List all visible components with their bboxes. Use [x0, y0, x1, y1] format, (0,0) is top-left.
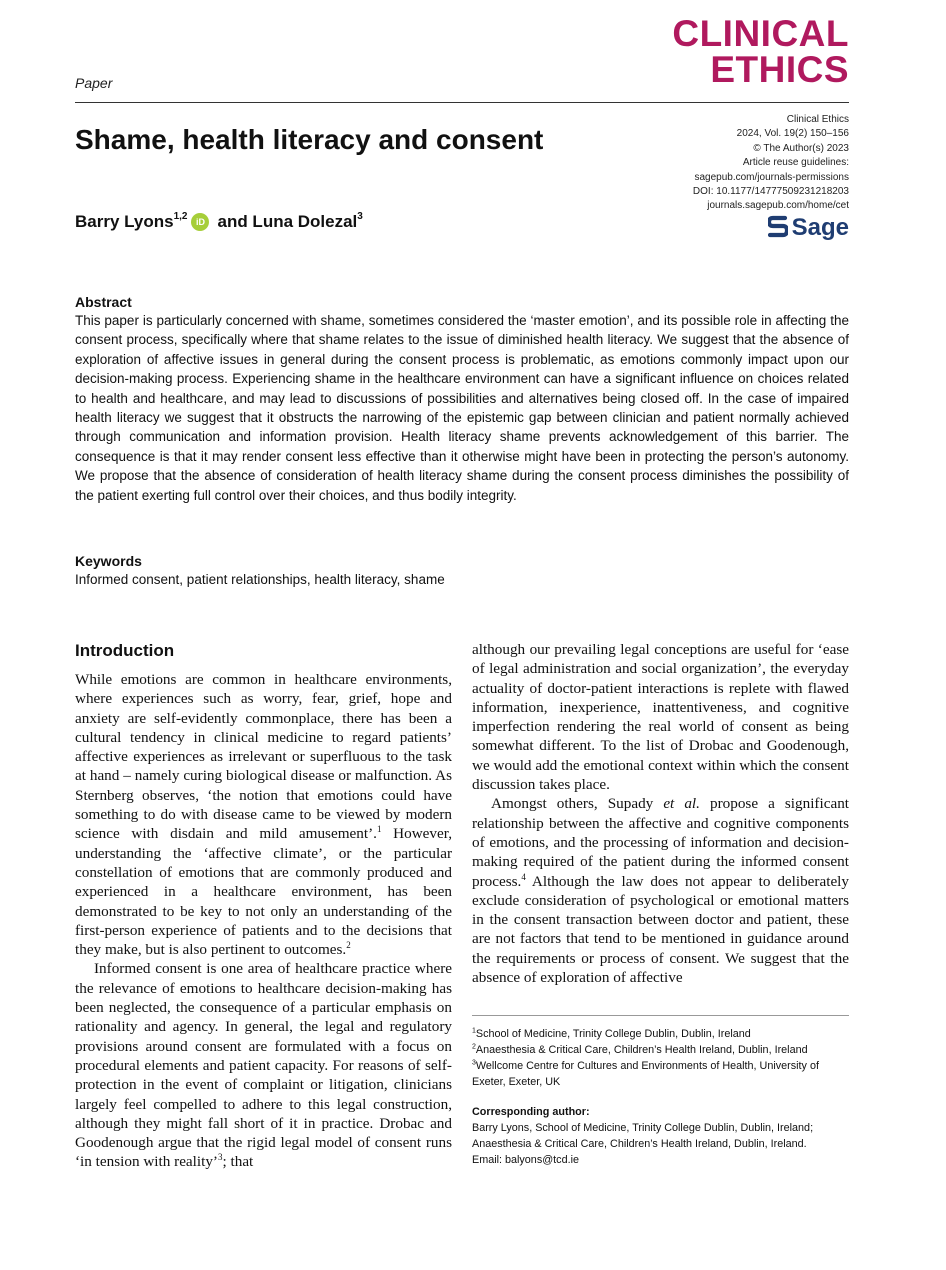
meta-volume: 2024, Vol. 19(2) 150–156: [736, 128, 849, 140]
sage-s-icon: [768, 215, 788, 241]
author-line: [75, 212, 363, 232]
orcid-icon[interactable]: iD: [191, 213, 209, 231]
meta-journal: Clinical Ethics: [786, 114, 849, 125]
author-affiliation-sup: 1,2: [173, 210, 188, 222]
journal-logo-line2: ETHICS: [710, 49, 849, 90]
corresponding-author-email[interactable]: Email: balyons@tcd.ie: [472, 1154, 579, 1166]
header-rule: [75, 102, 849, 103]
journal-logo[interactable]: [672, 13, 849, 90]
meta-permissions-link[interactable]: sagepub.com/journals-permissions: [694, 171, 849, 183]
meta-homepage-link[interactable]: journals.sagepub.com/home/cet: [707, 200, 849, 212]
keywords-heading: Keywords: [75, 553, 142, 569]
abstract: [75, 293, 849, 505]
intro-heading: Introduction: [75, 641, 175, 660]
body-column-right: [472, 640, 849, 987]
corresponding-author-heading: Corresponding author:: [472, 1106, 590, 1118]
coauthor-name: and Luna Dolezal: [217, 212, 358, 231]
meta-copyright: © The Author(s) 2023: [753, 142, 849, 154]
intro-paragraph-2: Informed consent is one area of healthcare practice where the relevance of emotions to healthcare decision-making has been neglected, the consequence of a particular emphasis on rationality and agency. In general, the legal and regulatory provisions around consent are formulated with a focus on procedural elements and patient capacity. For reasons of self-protection in the event of complaint or litigation, clinicians largely feel compelled to adhere to this legal construction, although they might fall short of it in practice. Drobac and Goodenough argue that the rigid legal model of consent runs ‘in tension with reality’$^3$; that: [75, 960, 452, 1171]
affiliation-2: $^2$Anaesthesia & Critical Care, Children’s Health Ireland, Dublin, Ireland: [472, 1043, 808, 1056]
intro-paragraph-4: Amongst others, Supady et al. propose a significant relationship between the affective and cognitive components of emotions, and the processing of information and decision-making required of the patient during the informed consent process.$^4$ Although the law does not appear to deliberately exclude consideration of psychological or emotional matters in the consent transaction between doctor and patient, these are not factors that tend to be mentioned in guidance around the requirements or process of consent. We suggest that the absence of exploration of affective: [472, 795, 850, 987]
abstract-text: This paper is particularly concerned with shame, sometimes considered the ‘master emotion’, and its possible role in affecting the consent process, specifically where that shame relates to the issue of diminished health literacy. We suggest that the absence of exploration of affective issues in general during the consent process is problematic, as emotions commonly impact upon our decision-making process. Experiencing shame in the healthcare environment can have a significant influence on choices related to health and healthcare, and may lead to discussions of possibilities and alternatives being closed off. In the case of impaired health literacy we suggest that it obstructs the narrowing of the epistemic gap between clinician and patient normally achieved through communication and information provision. Health literacy shame prevents acknowledgement of this barrier. The consequence is that it may render consent less effective than it otherwise might have been in protecting the person’s autonomy. We propose that the absence of consideration of health literacy shame during the consent process diminishes the possibility of the patient exerting full control over their choices, and thus bodily integrity.: [75, 313, 849, 503]
keywords-text: Informed consent, patient relationships, health literacy, shame: [75, 572, 445, 587]
affiliation-3: $^3$Wellcome Centre for Cultures and Environments of Health, University of Exeter, Exeter, UK: [472, 1059, 819, 1088]
section-label: Paper: [75, 75, 113, 91]
publisher-name: Sage: [791, 214, 849, 241]
publisher-logo[interactable]: [768, 214, 849, 242]
abstract-heading: Abstract: [75, 294, 132, 310]
corresponding-author: [472, 1104, 849, 1168]
corresponding-author-address: Barry Lyons, School of Medicine, Trinity College Dublin, Dublin, Ireland; Anaesthesia & Critical Care, Children’s Health Ireland, Dublin, Ireland.: [472, 1122, 814, 1150]
keywords: [75, 552, 849, 589]
affiliations: [472, 1026, 849, 1090]
affiliation-1: $^1$School of Medicine, Trinity College Dublin, Dublin, Ireland: [472, 1027, 751, 1040]
citation-ref[interactable]: 4: [521, 871, 526, 882]
coauthor-affiliation-sup: 3: [357, 210, 363, 222]
journal-logo-line1: CLINICAL: [672, 13, 849, 54]
citation-ref[interactable]: 2: [346, 940, 351, 951]
meta-reuse: Article reuse guidelines:: [742, 157, 849, 169]
intro-paragraph-3: although our prevailing legal conceptions are useful for ‘ease of legal administration and social organization’, the everyday actuality of doctor-patient interactions is replete with flawed information, inexperience, inattentiveness, and cognitive imperfection rendering the real world of consent as being somewhat different. To the list of Drobac and Goodenough, we would add the emotional context within which the consent discussion takes place.: [472, 641, 849, 794]
citation-ref[interactable]: 1: [376, 824, 382, 835]
intro-paragraph-1: While emotions are common in healthcare environments, where experiences such as worry, fear, grief, hope and anxiety are self-evidently commonplace, there has been a cultural tendency in clinical medicine to regard patients’ affective experiences as irrelevant or superfluous to the task at hand – namely curing biological disease or malfunction. As Sternberg observes, ‘the notion that emotions could have something to do with disease came to be viewed by modern science with disdain and mild amusement’.$^1$ However, understanding the ‘affective climate’, or the particular constellation of emotions that are commonly produced and experienced in a healthcare environment, has been demonstrated to be key to not only an understanding of the first-person experience of patients and to the decisions that they make, but is also pertinent to outcomes.$^2$: [75, 671, 453, 959]
footnote-rule: [472, 1015, 849, 1016]
author-name: Barry Lyons: [75, 212, 174, 231]
meta-doi[interactable]: DOI: 10.1177/14777509231218203: [692, 186, 849, 198]
article-meta: [693, 113, 849, 214]
body-column-left: [75, 670, 452, 1172]
citation-ref[interactable]: 3: [217, 1152, 223, 1163]
article-title: Shame, health literacy and consent: [75, 124, 544, 155]
